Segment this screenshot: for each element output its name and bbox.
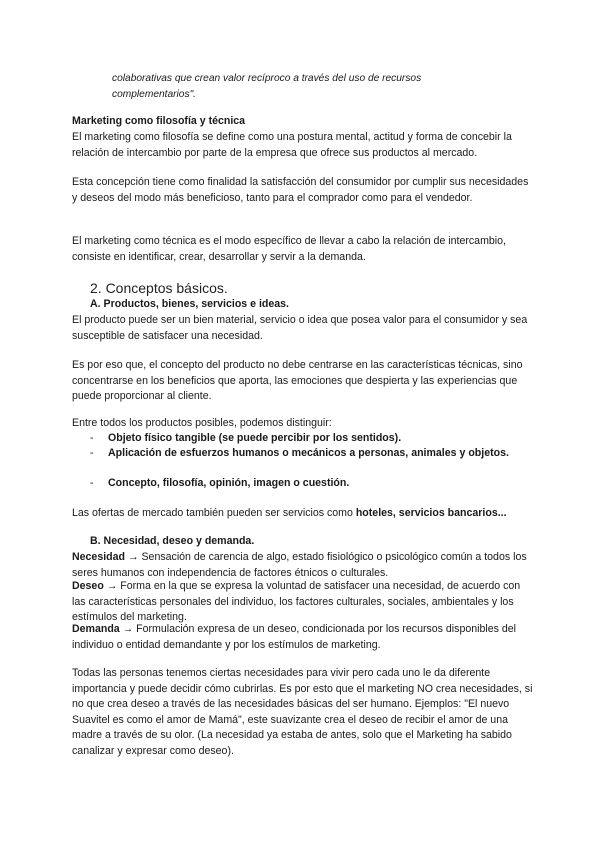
list-item: [90, 431, 510, 446]
ofertas-text: Las ofertas de mercado también pueden ser servicios como: [72, 507, 356, 519]
ofertas-bold: hoteles, servicios bancarios...: [355, 507, 507, 519]
demanda-term: Demanda: [72, 623, 120, 635]
marketing-paragraph-3: El marketing como técnica es el modo específico de llevar a cabo la relación de intercambio, consiste en identificar, crear, desarrollar y servir a la demanda.: [72, 235, 506, 263]
list-item-text: Concepto, filosofía, opinión, imagen o cuestión.: [108, 477, 350, 489]
necesidad-text: → Sensación de carencia de algo, estado fisiológico o psicológico común a todos los seres humanos con independencia de factores étnicos o culturales.: [72, 551, 527, 579]
ofertas-paragraph: [72, 506, 536, 522]
producto-paragraph: El producto puede ser un bien material, servicio o idea que posea valor para el consumidor y sea susceptible de satisfacer una necesidad.: [72, 314, 528, 342]
demanda-definition: [72, 622, 536, 653]
list-item: [90, 446, 510, 461]
distinguir-paragraph: Entre todos los productos posibles, podemos distinguir:: [72, 417, 332, 429]
marketing-paragraph-1: El marketing como filosofía se define como una postura mental, actitud y forma de concebir la relación de intercambio por parte de la empresa que ofrece sus productos al mercado.: [72, 131, 512, 159]
list-item-text: Aplicación de esfuerzos humanos o mecánicos a personas, animales y objetos.: [108, 447, 509, 459]
list-item-text: Objeto físico tangible (se puede percibir por los sentidos).: [108, 432, 402, 444]
subheading-a: A. Productos, bienes, servicios e ideas.: [90, 298, 290, 310]
necesidad-definition: [72, 550, 536, 581]
list-dash: -: [90, 477, 94, 489]
concepto-producto-paragraph: Es por eso que, el concepto del producto no debe centrarse en las características técnicas, sino concentrarse en los beneficios que aporta, las emociones que despierta y las experiencias que puede proporcionar al cliente.: [72, 359, 523, 402]
list-dash: -: [90, 432, 94, 444]
marketing-paragraph-2: Esta concepción tiene como finalidad la satisfacción del consumidor por cumplir sus necesidades y deseos del modo más beneficioso, tanto para el comprador como para el vendedor.: [72, 176, 529, 204]
list-item: [90, 476, 510, 491]
quote-line-1: colaborativas que crean valor recíproco a través del uso de recursos: [112, 73, 422, 84]
deseo-term: Deseo: [72, 580, 104, 592]
marketing-heading: Marketing como filosofía y técnica: [72, 115, 246, 127]
demanda-text: → Formulación expresa de un deseo, condicionada por los recursos disponibles del individuo o entidad demandante y por los estímulos de marketing.: [72, 623, 517, 651]
list-dash: -: [90, 447, 94, 459]
necesidades-paragraph: Todas las personas tenemos ciertas necesidades para vivir pero cada uno le da diferente importancia y puede decidir cómo cubrirlas. Es por esto que el marketing NO crea necesidades, si no que crea deseo a través de las necesidades básicas del ser humano. Ejemplos: "El nuevo Suavitel es como el amor de Mamá", este suavizante crea el deseo de recibir el amor de una madre a través de su olor. (La necesidad ya estaba de antes, solo que el Marketing ha sabido canalizar y expresar como deseo).: [72, 667, 533, 757]
quote-line-2: complementarios".: [112, 89, 197, 100]
deseo-text: → Forma en la que se expresa la voluntad de satisfacer una necesidad, de acuerdo con las características personales del individuo, los factores culturales, sociales, ambientales y los estímulos del marketing.: [72, 580, 521, 623]
section-heading-conceptos: 2. Conceptos básicos.: [90, 280, 228, 296]
subheading-b: B. Necesidad, deseo y demanda.: [90, 535, 255, 547]
deseo-definition: [72, 579, 536, 626]
necesidad-term: Necesidad: [72, 551, 125, 563]
